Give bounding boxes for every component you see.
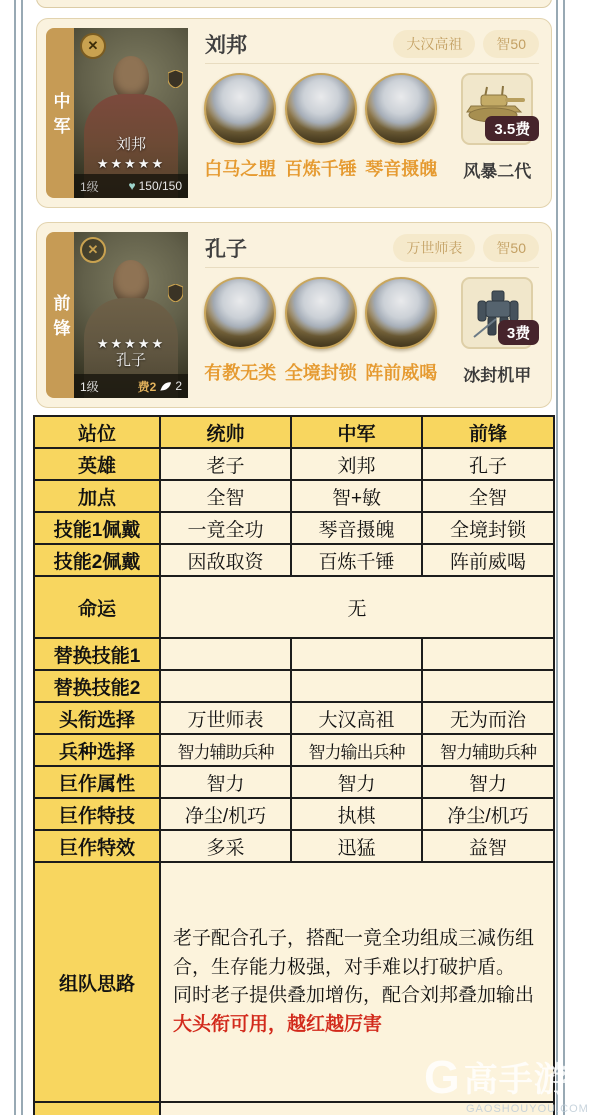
row-label: 英雄 [34,448,160,480]
cell: 智力 [160,766,291,798]
table-row [34,766,554,798]
position-label: 中军 [46,28,74,198]
quill-count: 2 [175,379,182,393]
close-icon[interactable]: ✕ [80,33,106,59]
left-border-line-inner [21,0,23,1115]
cell [160,1102,554,1115]
hero-level: 1级 [80,379,99,394]
skill-label: 百炼千锤 [284,159,357,179]
card-divider [205,63,539,64]
cell: 全智 [422,480,554,512]
table-row [34,512,554,544]
cell: 益智 [422,830,554,862]
skill-slot[interactable] [200,277,281,385]
strategy-highlight: 大头衔可用，越红越厉害 [173,1013,383,1035]
table-row [34,670,554,702]
row-label: 替换技能2 [34,670,160,702]
skill-icon[interactable] [365,277,437,349]
cell: 智+敏 [291,480,422,512]
strategy-line: 同时老子提供叠加增伤，配合刘邦叠加输出 [173,985,535,1006]
star-rating: ★★★★★ [96,336,166,351]
row-label: 头衔选择 [34,702,160,734]
row-label: 技能1佩戴 [34,512,160,544]
hp-value: 150/150 [138,179,182,193]
war-machine-slot[interactable] [450,277,545,386]
skills-row [200,277,545,386]
partial-row [34,1102,554,1115]
skill-icon[interactable] [365,73,437,145]
fate-row [34,576,554,638]
skill-label: 有教无类 [204,363,277,383]
skill-slot[interactable] [281,277,362,385]
cell [422,670,554,702]
cell: 智力输出兵种 [291,734,422,766]
card-divider [205,267,539,268]
hero-card-liubang [36,18,552,208]
cell: 智力 [291,766,422,798]
cell [291,670,422,702]
cell: 百炼千锤 [291,544,422,576]
row-label: 命运 [34,576,160,638]
strategy-line: 老子配合孔子，搭配一竟全功组成三减伤组合，生存能力极强，对手难以打破护盾。 [173,928,535,978]
skill-label: 阵前威喝 [365,363,438,383]
cell [160,670,291,702]
row-label: 技能2佩戴 [34,544,160,576]
row-label: 巨作特效 [34,830,160,862]
cell: 净尘/机巧 [422,798,554,830]
skill-slot[interactable] [281,73,362,181]
position-label: 前锋 [46,232,74,398]
hero-portrait[interactable] [74,28,188,198]
cell: 智力 [422,766,554,798]
table-row [34,544,554,576]
skill-slot[interactable] [361,73,442,181]
table-row [34,798,554,830]
cell: 孔子 [422,448,554,480]
hero-level: 1级 [80,179,99,194]
skill-icon[interactable] [285,277,357,349]
title-badge: 大汉高祖 [393,30,475,58]
header-cell: 统帅 [160,416,291,448]
shield-icon [168,70,183,88]
row-label: 替换技能1 [34,638,160,670]
cell: 琴音摄魄 [291,512,422,544]
cell [160,638,291,670]
header-cell: 中军 [291,416,422,448]
cell [291,638,422,670]
cell: 阵前威喝 [422,544,554,576]
deploy-cost: 费2 [137,379,157,394]
cell: 执棋 [291,798,422,830]
header-cell: 前锋 [422,416,554,448]
table-row [34,702,554,734]
skills-row [200,73,545,182]
cell: 全境封锁 [422,512,554,544]
intellect-badge: 智50 [483,234,539,262]
war-machine-slot[interactable] [450,73,545,182]
strategy-text [160,862,554,1102]
cost-badge: 3费 [498,320,539,345]
strategy-row [34,862,554,1102]
cost-badge: 3.5费 [485,116,539,141]
right-border-line-inner [556,0,558,1115]
skill-icon[interactable] [204,277,276,349]
table-row [34,830,554,862]
hero-name-title: 刘邦 [205,34,247,57]
portrait-hero-name: 刘邦 [115,136,146,153]
watermark-logo: G [424,1050,460,1103]
cell: 多采 [160,830,291,862]
war-machine-label: 冰封机甲 [463,366,532,385]
portrait-hero-name: 孔子 [115,352,146,369]
cell [422,638,554,670]
row-label [34,1102,160,1115]
hp-heart-icon: ♥ [128,179,136,193]
hero-card-kongzi [36,222,552,408]
mech-icon[interactable] [461,277,533,349]
star-rating: ★★★★★ [96,156,166,171]
skill-slot[interactable] [361,277,442,385]
cell: 大汉高祖 [291,702,422,734]
table-row [34,480,554,512]
left-border-line-outer [14,0,16,1115]
title-badge: 万世师表 [393,234,475,262]
row-label: 兵种选择 [34,734,160,766]
cell: 迅猛 [291,830,422,862]
cell: 智力辅助兵种 [160,734,291,766]
row-label: 加点 [34,480,160,512]
cell: 全智 [160,480,291,512]
previous-card-remnant [36,0,552,8]
portrait-status-bar [74,174,188,198]
war-machine-label: 风暴二代 [463,162,532,181]
row-label: 巨作属性 [34,766,160,798]
cell: 一竟全功 [160,512,291,544]
cell: 刘邦 [291,448,422,480]
skill-label: 琴音摄魄 [365,159,438,179]
right-border-line-outer [563,0,565,1115]
cell: 无为而治 [422,702,554,734]
row-label: 组队思路 [34,862,160,1102]
skill-icon[interactable] [285,73,357,145]
fate-value: 无 [160,576,554,638]
skill-slot[interactable] [200,73,281,181]
cell: 智力辅助兵种 [422,734,554,766]
skill-label: 全境封锁 [284,363,357,383]
skill-label: 白马之盟 [204,159,277,179]
row-label: 巨作特技 [34,798,160,830]
skill-icon[interactable] [204,73,276,145]
cell: 万世师表 [160,702,291,734]
shield-icon [168,284,183,302]
tank-icon[interactable] [461,73,533,145]
quill-icon [158,379,173,394]
watermark-subtext: GAOSHOUYOU.COM [466,1103,589,1115]
table-row [34,448,554,480]
team-guide-table [33,415,555,1115]
table-row [34,734,554,766]
hero-name-title: 孔子 [205,238,247,261]
header-cell: 站位 [34,416,160,448]
table-row [34,638,554,670]
portrait-status-bar [74,374,188,398]
cell: 因敌取资 [160,544,291,576]
close-icon[interactable]: ✕ [80,237,106,263]
intellect-badge: 智50 [483,30,539,58]
cell: 净尘/机巧 [160,798,291,830]
watermark-brand: 高手游 [463,1061,569,1099]
table-header-row [34,416,554,448]
cell: 老子 [160,448,291,480]
hero-portrait[interactable] [74,232,188,398]
